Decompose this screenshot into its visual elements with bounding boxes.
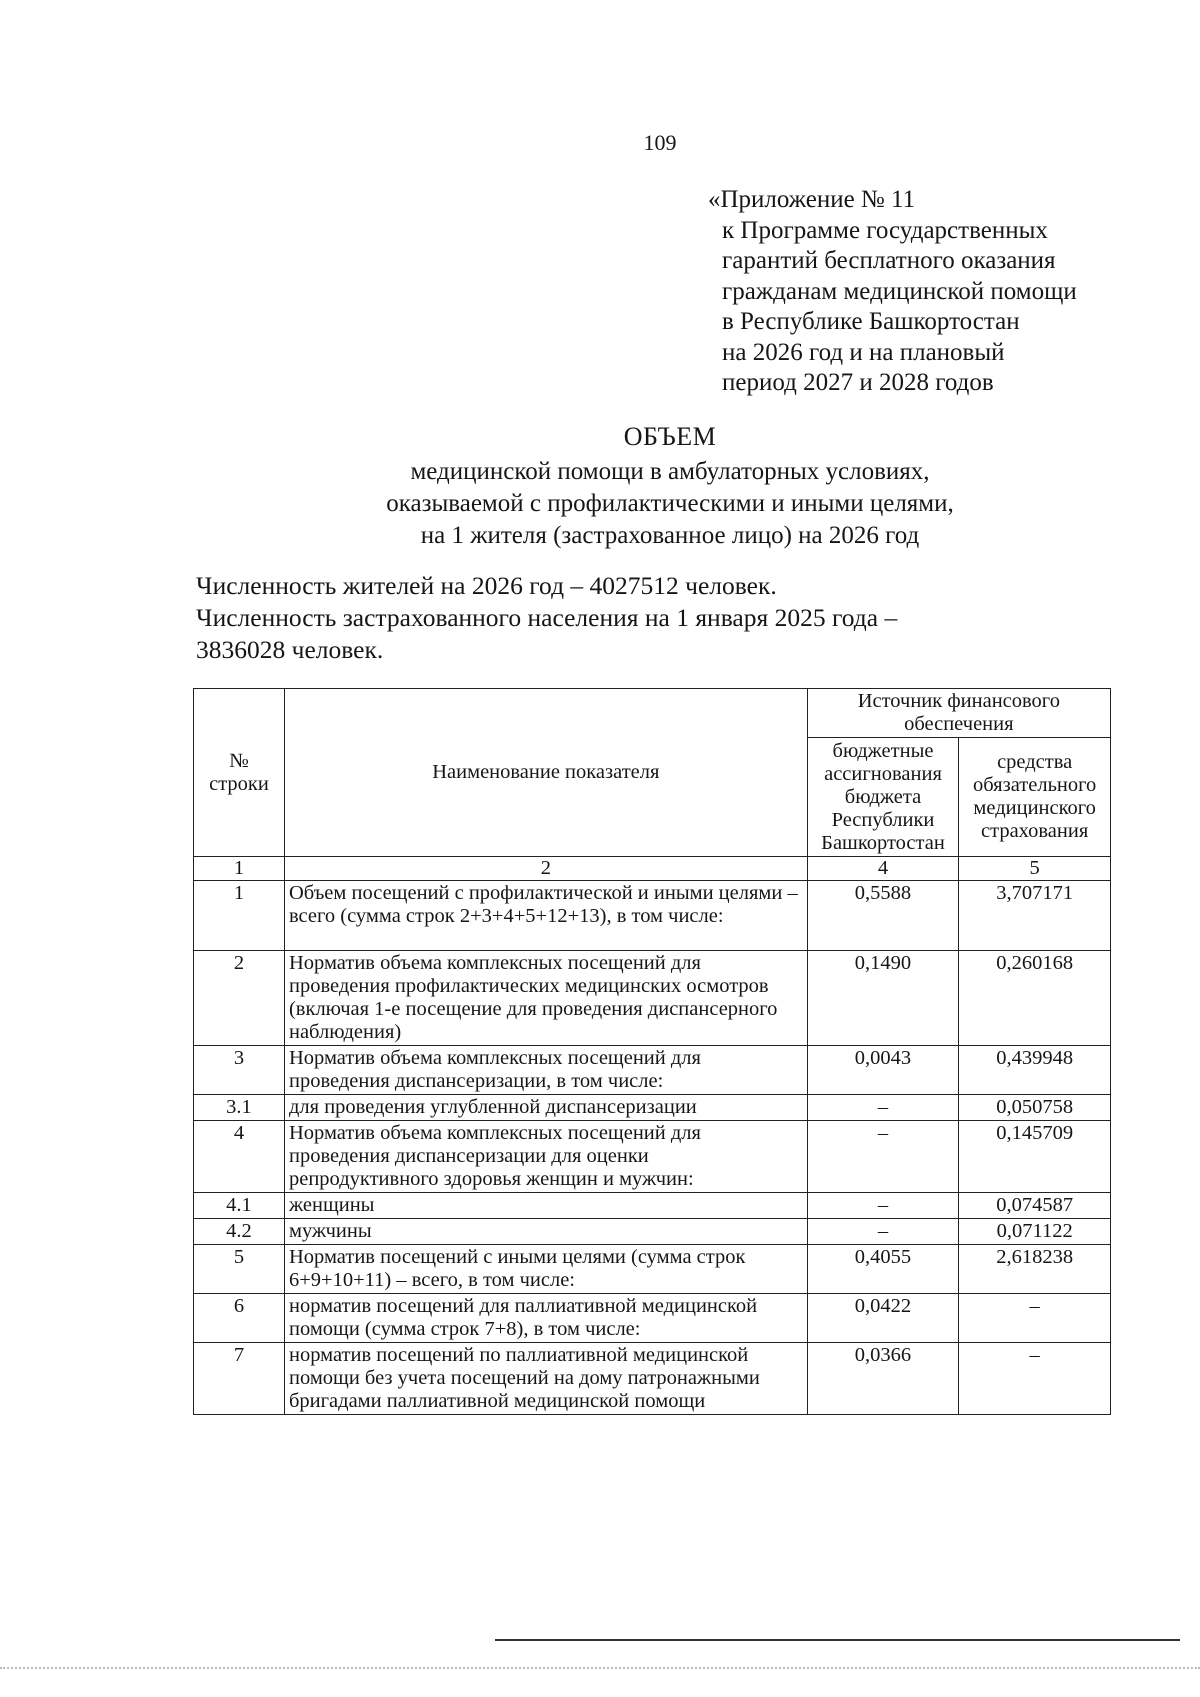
oms-value: 0,050758	[959, 1095, 1111, 1121]
appendix-line: на 2026 год и на плановый	[722, 338, 1005, 366]
column-index: 1	[194, 857, 285, 881]
population-info	[196, 570, 897, 666]
header-funding-source: Источник финансового обеспечения	[807, 689, 1110, 738]
header-budget-allocations: бюджетные ассигнования бюджета Республики Башкортостан	[807, 738, 959, 857]
oms-value: 0,071122	[959, 1219, 1111, 1245]
indicator-name: женщины	[284, 1193, 807, 1219]
indicator-name: Норматив посещений с иными целями (сумма строк 6+9+10+11) – всего, в том числе:	[284, 1245, 807, 1294]
oms-value: 0,074587	[959, 1193, 1111, 1219]
table-row	[194, 1245, 1111, 1294]
row-number: 3.1	[194, 1095, 285, 1121]
subtitle-line: оказываемой с профилактическими и иными целями,	[386, 490, 954, 517]
scan-edge-dots	[0, 1667, 1200, 1669]
table-row	[194, 1193, 1111, 1219]
column-index: 2	[284, 857, 807, 881]
document-title: ОБЪЕМ	[623, 422, 717, 451]
row-number: 4.2	[194, 1219, 285, 1245]
row-number: 4.1	[194, 1193, 285, 1219]
oms-value: –	[959, 1294, 1111, 1343]
indicator-name: Норматив объема комплексных посещений для проведения диспансеризации для оценки репродуктивного здоровья женщин и мужчин:	[284, 1121, 807, 1193]
row-number: 4	[194, 1121, 285, 1193]
indicator-name: для проведения углубленной диспансеризации	[284, 1095, 807, 1121]
budget-value: –	[807, 1095, 959, 1121]
indicator-name: норматив посещений для паллиативной медицинской помощи (сумма строк 7+8), в том числе:	[284, 1294, 807, 1343]
budget-value: –	[807, 1219, 959, 1245]
appendix-block	[708, 185, 1077, 399]
appendix-line: в Республике Башкортостан	[722, 308, 1020, 335]
table-row	[194, 1046, 1111, 1095]
budget-value: 0,5588	[807, 881, 959, 951]
budget-value: 0,0043	[807, 1046, 959, 1095]
budget-value: 0,1490	[807, 951, 959, 1046]
budget-value: 0,0366	[807, 1343, 959, 1415]
footer-rule	[495, 1639, 1180, 1641]
header-indicator-name: Наименование показателя	[284, 689, 807, 857]
table-row	[194, 1219, 1111, 1245]
oms-value: –	[959, 1343, 1111, 1415]
budget-value: 0,0422	[807, 1294, 959, 1343]
budget-value: –	[807, 1193, 959, 1219]
subtitle-line: медицинской помощи в амбулаторных условиях,	[410, 458, 930, 485]
indicators-table	[193, 688, 1111, 1415]
appendix-line: «Приложение № 11	[708, 186, 916, 213]
indicator-name: Норматив объема комплексных посещений для проведения профилактических медицинских осмотров (включая 1-е посещение для проведения диспансерного наблюдения)	[284, 951, 807, 1046]
column-index: 4	[807, 857, 959, 881]
population-line: Численность застрахованного населения на 1 января 2025 года –	[196, 603, 898, 632]
table-row	[194, 1343, 1111, 1415]
population-line: Численность жителей на 2026 год – 4027512 человек.	[196, 571, 777, 600]
page-number: 109	[643, 130, 677, 155]
population-line: 3836028 человек.	[196, 635, 384, 664]
budget-value: 0,4055	[807, 1245, 959, 1294]
row-number: 1	[194, 881, 285, 951]
budget-value: –	[807, 1121, 959, 1193]
table-row	[194, 1095, 1111, 1121]
row-number: 6	[194, 1294, 285, 1343]
oms-value: 0,260168	[959, 951, 1111, 1046]
appendix-line: к Программе государственных	[722, 216, 1048, 244]
header-oms-funds: средства обязательного медицинского страхования	[959, 738, 1111, 857]
table-row	[194, 881, 1111, 951]
appendix-line: период 2027 и 2028 годов	[722, 369, 994, 396]
appendix-line: гражданам медицинской помощи	[722, 277, 1077, 305]
table-row	[194, 1121, 1111, 1193]
indicator-name: Норматив объема комплексных посещений для проведения диспансеризации, в том числе:	[284, 1046, 807, 1095]
document-subtitle	[0, 456, 1200, 552]
row-number: 5	[194, 1245, 285, 1294]
subtitle-line: на 1 жителя (застрахованное лицо) на 2026 год	[420, 522, 920, 549]
oms-value: 0,145709	[959, 1121, 1111, 1193]
table-row	[194, 951, 1111, 1046]
oms-value: 2,618238	[959, 1245, 1111, 1294]
column-index: 5	[959, 857, 1111, 881]
oms-value: 0,439948	[959, 1046, 1111, 1095]
appendix-line: гарантий бесплатного оказания	[722, 247, 1056, 274]
indicator-name: норматив посещений по паллиативной медицинской помощи без учета посещений на дому патронажными бригадами паллиативной медицинской помощи	[284, 1343, 807, 1415]
header-row-number: № строки	[194, 689, 285, 857]
indicator-name: Объем посещений с профилактической и иными целями – всего (сумма строк 2+3+4+5+12+13), в том числе:	[284, 881, 807, 951]
oms-value: 3,707171	[959, 881, 1111, 951]
row-number: 3	[194, 1046, 285, 1095]
indicator-name: мужчины	[284, 1219, 807, 1245]
table-row	[194, 1294, 1111, 1343]
row-number: 7	[194, 1343, 285, 1415]
row-number: 2	[194, 951, 285, 1046]
